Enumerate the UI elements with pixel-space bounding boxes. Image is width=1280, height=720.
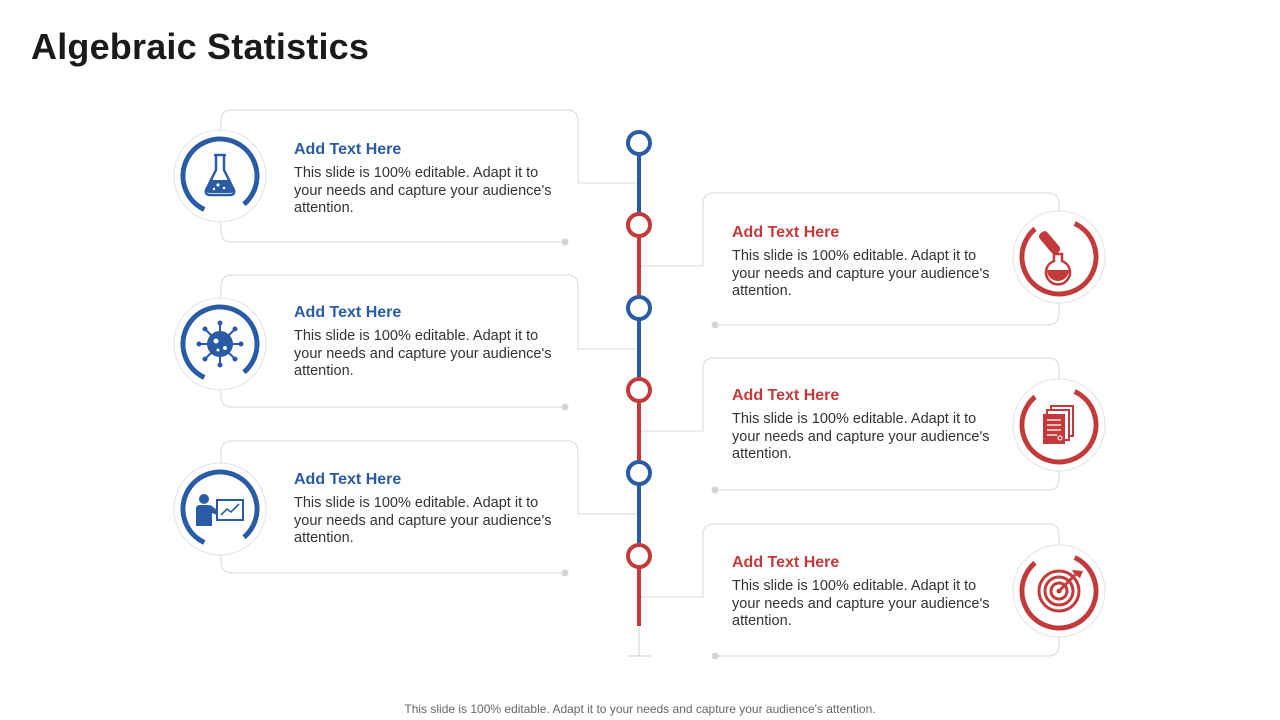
card-dot-5 <box>562 570 569 577</box>
timeline-node-2 <box>628 214 650 236</box>
card-4-body: This slide is 100% editable. Adapt it to your needs and capture your audience's attention. <box>732 411 990 462</box>
card-4-heading: Add Text Here <box>732 387 840 404</box>
card-1-body: This slide is 100% editable. Adapt it to your needs and capture your audience's attention. <box>294 165 552 216</box>
card-dot-1 <box>562 239 569 246</box>
timeline-node-6 <box>628 545 650 567</box>
card-6-heading: Add Text Here <box>732 554 840 571</box>
card-dot-6 <box>712 653 719 660</box>
card-3-body: This slide is 100% editable. Adapt it to your needs and capture your audience's attention. <box>294 328 552 379</box>
timeline-node-4 <box>628 379 650 401</box>
card-dot-3 <box>562 404 569 411</box>
page-title: Algebraic Statistics <box>31 26 370 67</box>
card-1-heading: Add Text Here <box>294 141 402 158</box>
card-3-heading: Add Text Here <box>294 304 402 321</box>
card-6-body: This slide is 100% editable. Adapt it to your needs and capture your audience's attention. <box>732 578 990 629</box>
card-3 <box>294 303 554 381</box>
card-2-body: This slide is 100% editable. Adapt it to your needs and capture your audience's attention. <box>732 248 990 299</box>
timeline-node-3 <box>628 297 650 319</box>
footer-note: This slide is 100% editable. Adapt it to your needs and capture your audience's attention. <box>404 702 876 716</box>
timeline-node-5 <box>628 462 650 484</box>
documents-icon <box>1010 376 1108 474</box>
card-5-body: This slide is 100% editable. Adapt it to your needs and capture your audience's attention. <box>294 495 552 546</box>
card-1 <box>294 140 554 218</box>
card-dot-2 <box>712 322 719 329</box>
timeline-node-1 <box>628 132 650 154</box>
target-icon <box>1010 542 1108 640</box>
card-dot-4 <box>712 487 719 494</box>
card-2-heading: Add Text Here <box>732 224 840 241</box>
card-4 <box>732 386 992 464</box>
presentation-icon <box>171 460 269 558</box>
card-2 <box>732 223 992 301</box>
flask-icon <box>171 127 269 225</box>
card-5-heading: Add Text Here <box>294 471 402 488</box>
card-5 <box>294 470 554 548</box>
virus-icon <box>171 295 269 393</box>
card-6 <box>732 553 992 631</box>
test-tube-icon <box>1010 208 1108 306</box>
